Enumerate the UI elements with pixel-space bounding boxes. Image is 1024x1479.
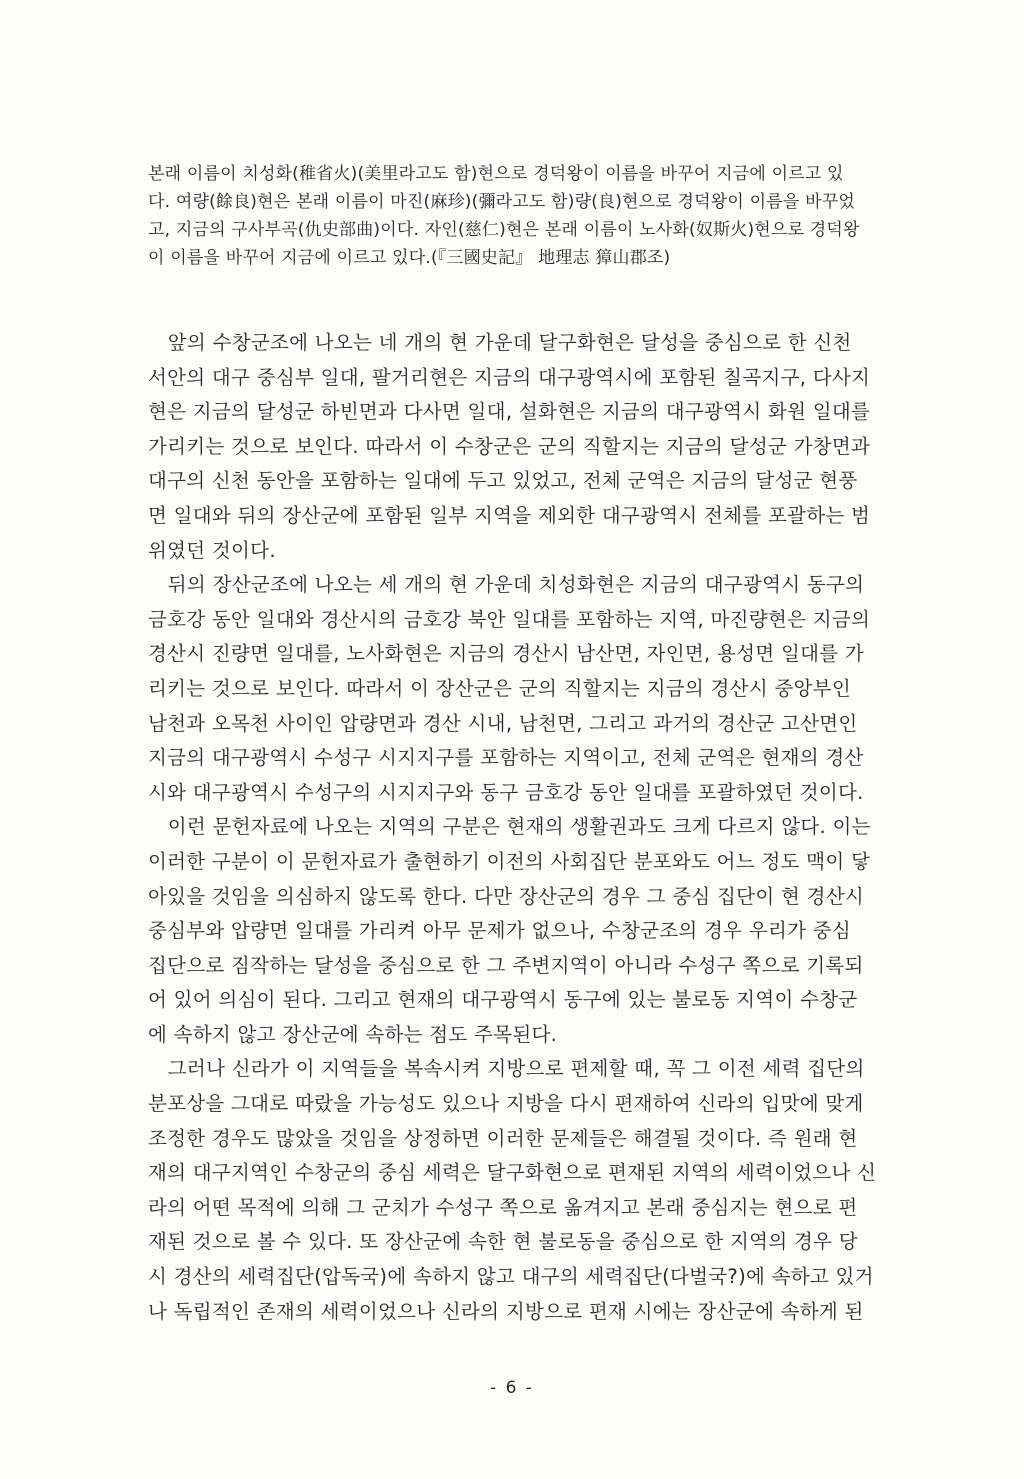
- body-text: [148, 326, 918, 1329]
- page-number: - 6 -: [490, 1378, 534, 1398]
- quoted-passage: 본래 이름이 치성화(稚省火)(美里라고도 함)현으로 경덕왕이 이름을 바꾸어 지금에 이르고 있 다. 여량(餘良)현은 본래 이름이 마진(麻珍)(彌라고도 함)량(良)현으로 경덕왕이 이름을 바꾸었 고, 지금의 구사부곡(仇史部曲)이다. 자인(慈仁)현은 본래 이름이 노사화(奴斯火)현으로 경덕왕 이 이름을 바꾸어 지금에 이르고 있다.(『三國史記』 地理志 獐山郡조): [148, 164, 860, 268]
- paragraph-2: 뒤의 장산군조에 나오는 세 개의 현 가운데 치성화현은 지금의 대구광역시 동구의 금호강 동안 일대와 경산시의 금호강 북안 일대를 포함하는 지역, 마진량현은 지금의 경산시 진량면 일대를, 노사화현은 지금의 경산시 남산면, 자인면, 용성면 일대를 가 리키는 것으로 보인다. 따라서 이 장산군은 군의 직할지는 지금의 경산시 중앙부인 남천과 오목천 사이인 압량면과 경산 시내, 남천면, 그리고 과거의 경산군 고산면인 지금의 대구광역시 수성구 시지지구를 포함하는 지역이고, 전체 군역은 현재의 경산 시와 대구광역시 수성구의 시지지구와 동구 금호강 동안 일대를 포괄하였던 것이다.: [148, 573, 871, 804]
- paragraph-3: 이런 문헌자료에 나오는 지역의 구분은 현재의 생활권과도 크게 다르지 않다. 이는 이러한 구분이 이 문헌자료가 출현하기 이전의 사회집단 분포와도 어느 정도 맥이 닿 아있을 것임을 의심하지 않도록 한다. 다만 장산군의 경우 그 중심 집단이 현 경산시 중심부와 압량면 일대를 가리켜 아무 문제가 없으나, 수창군조의 경우 우리가 중심 집단으로 짐작하는 달성을 중심으로 한 그 주변지역이 아니라 수성구 쪽으로 기록되 어 있어 의심이 된다. 그리고 현재의 대구광역시 동구에 있는 불로동 지역이 수창군 에 속하지 않고 장산군에 속하는 점도 주목된다.: [148, 815, 871, 1046]
- paragraph-4: 그러나 신라가 이 지역들을 복속시켜 지방으로 편제할 때, 꼭 그 이전 세력 집단의 분포상을 그대로 따랐을 가능성도 있으나 지방을 다시 편재하여 신라의 입맛에 맞게 조정한 경우도 많았을 것임을 상정하면 이러한 문제들은 해결될 것이다. 즉 원래 현 재의 대구지역인 수창군의 중심 세력은 달구화현으로 편재된 지역의 세력이었으나 신 라의 어떤 목적에 의해 그 군치가 수성구 쪽으로 옮겨지고 본래 중심지는 현으로 편 재된 것으로 볼 수 있다. 또 장산군에 속한 현 불로동을 중심으로 한 지역의 경우 당 시 경산의 세력집단(압독국)에 속하지 않고 대구의 세력집단(다벌국?)에 속하고 있거 나 독립적인 존재의 세력이었으나 신라의 지방으로 편재 시에는 장산군에 속하게 된: [148, 1057, 877, 1323]
- paragraph-1: 앞의 수창군조에 나오는 네 개의 현 가운데 달구화현은 달성을 중심으로 한 신천 서안의 대구 중심부 일대, 팔거리현은 지금의 대구광역시에 포함된 칠곡지구, 다사지 현은 지금의 달성군 하빈면과 다사면 일대, 설화현은 지금의 대구광역시 화원 일대를 가리키는 것으로 보인다. 따라서 이 수창군은 군의 직할지는 지금의 달성군 가창면과 대구의 신천 동안을 포함하는 일대에 두고 있었고, 전체 군역은 지금의 달성군 현풍 면 일대와 뒤의 장산군에 포함된 일부 지역을 제외한 대구광역시 전체를 포괄하는 범 위였던 것이다.: [148, 331, 871, 562]
